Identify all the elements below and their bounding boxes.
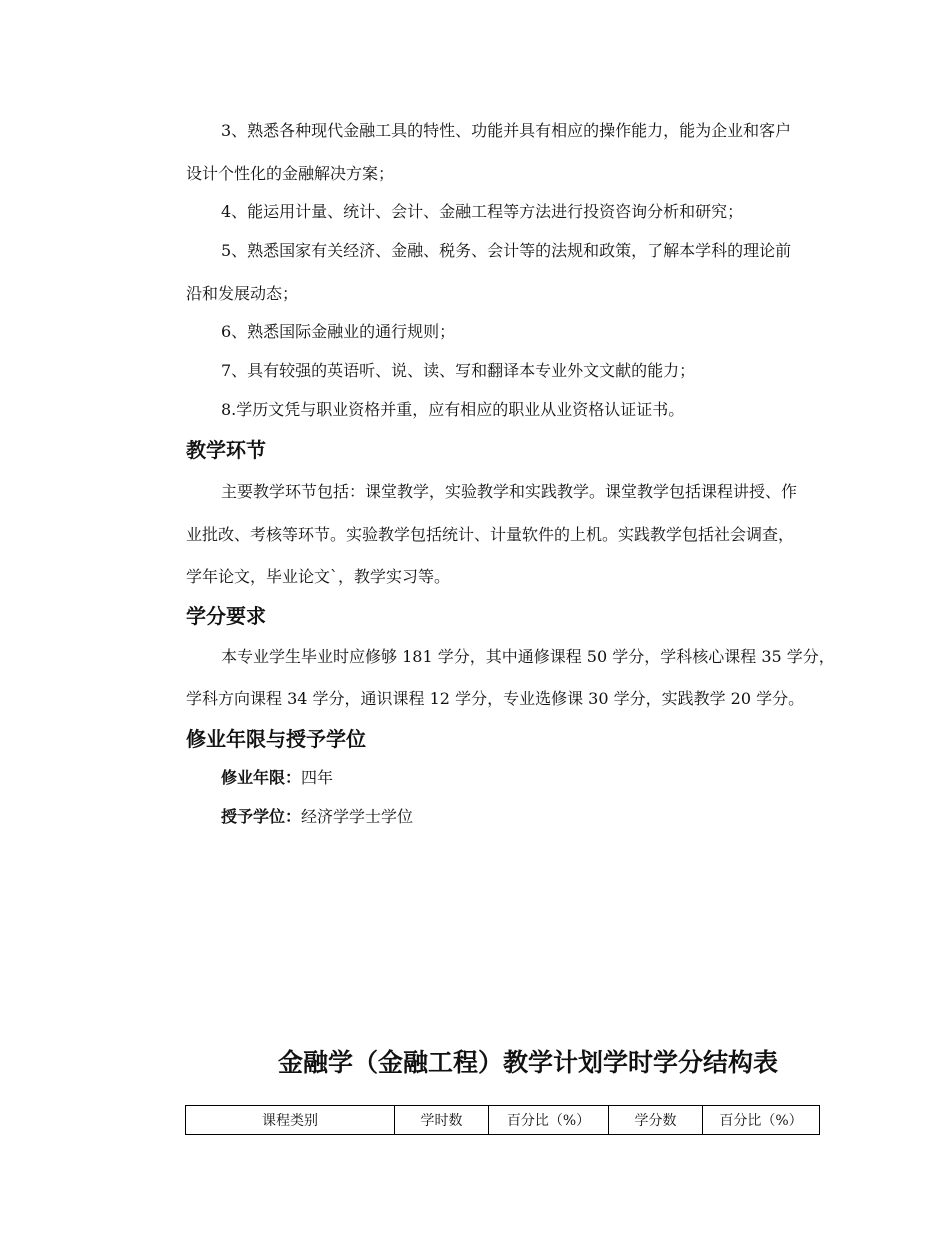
requirement-5-line-1: 5、熟悉国家有关经济、金融、税务、会计等的法规和政策，了解本学科的理论前 <box>221 241 792 260</box>
requirement-7: 7、具有较强的英语听、说、读、写和翻译本专业外文文献的能力； <box>221 361 696 380</box>
header-credits-percent: 百分比（%） <box>703 1106 820 1135</box>
degree-value: 经济学学士学位 <box>301 807 414 826</box>
header-hours-percent: 百分比（%） <box>489 1106 609 1135</box>
requirement-3-line-1: 3、熟悉各种现代金融工具的特性、功能并具有相应的操作能力，能为企业和客户 <box>221 121 792 140</box>
degree-heading: 修业年限与授予学位 <box>186 727 366 751</box>
credits-line-1: 本专业学生毕业时应修够 181 学分，其中通修课程 50 学分，学科核心课程 35 学分， <box>221 647 835 666</box>
teaching-heading: 教学环节 <box>186 438 266 462</box>
table-header-row <box>186 1106 820 1135</box>
credits-line-2: 学科方向课程 34 学分，通识课程 12 学分，专业选修课 30 学分，实践教学 20 学分。 <box>186 689 805 708</box>
degree-row <box>221 807 413 827</box>
teaching-line-3: 学年论文，毕业论文`，教学实习等。 <box>186 567 451 586</box>
requirement-5-line-2: 沿和发展动态； <box>186 284 299 303</box>
structure-table <box>185 1105 820 1135</box>
study-years-row <box>221 768 333 788</box>
requirement-3-line-2: 设计个性化的金融解决方案； <box>186 164 395 183</box>
header-course-category: 课程类别 <box>186 1106 395 1135</box>
degree-label: 授予学位： <box>221 807 302 826</box>
header-hours: 学时数 <box>395 1106 489 1135</box>
credits-heading: 学分要求 <box>186 604 266 628</box>
study-years-label: 修业年限： <box>221 768 302 787</box>
header-credits: 学分数 <box>609 1106 703 1135</box>
study-years-value: 四年 <box>301 768 334 787</box>
requirement-4: 4、能运用计量、统计、会计、金融工程等方法进行投资咨询分析和研究； <box>221 202 744 221</box>
requirement-6: 6、熟悉国际金融业的通行规则； <box>221 322 456 341</box>
requirement-8: 8.学历文凭与职业资格并重，应有相应的职业从业资格认证证书。 <box>221 400 685 419</box>
teaching-line-2: 业批改、考核等环节。实验教学包括统计、计量软件的上机。实践教学包括社会调查， <box>186 525 795 544</box>
structure-table-title: 金融学（金融工程）教学计划学时学分结构表 <box>277 1048 778 1077</box>
teaching-line-1: 主要教学环节包括：课堂教学，实验教学和实践教学。课堂教学包括课程讲授、作 <box>221 482 798 501</box>
